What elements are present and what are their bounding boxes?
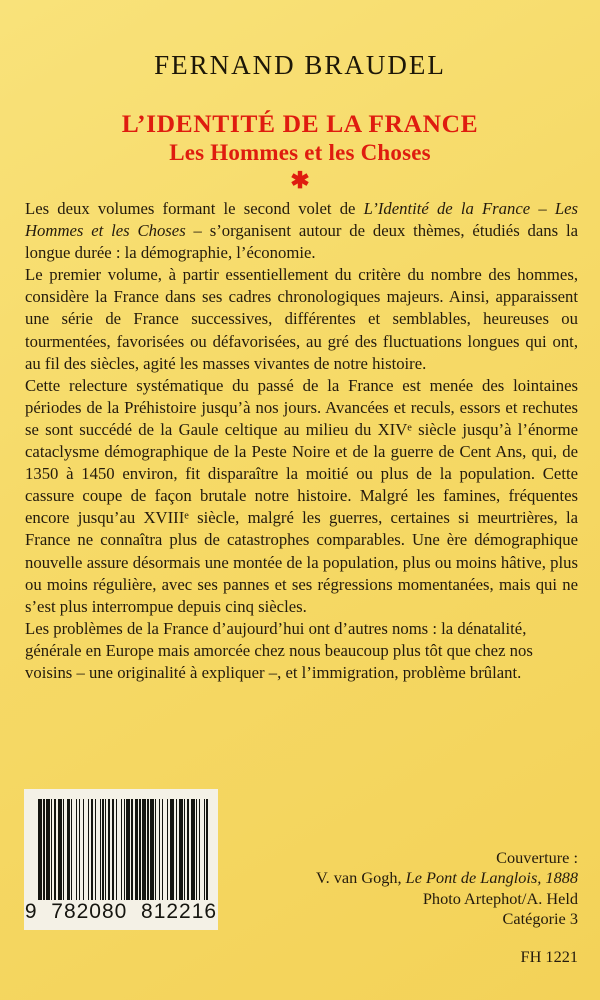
credits-line-1: Couverture : bbox=[496, 848, 578, 867]
credits-artwork-title: Le Pont de Langlois, 1888 bbox=[405, 868, 578, 888]
author-name: FERNAND BRAUDEL bbox=[154, 50, 446, 80]
barcode-bar bbox=[206, 799, 207, 900]
blurb-p1-part2: – bbox=[530, 199, 555, 218]
blurb-p3-part1: Cette relecture systématique du passé de la France est menée des lointaines périodes de la Préhistoire jusqu’à nos jours. Avancées et reculs, essors et rechutes se sont succédé de la Gaule celtique au milieu du XIV bbox=[25, 375, 578, 439]
blurb-paragraph-4: Les problèmes de la France d’aujourd’hui ont d’autres noms : la dénatalité, générale en Europe mais amorcée chez nous beaucoup plus tôt que chez nos voisins – une originalité à expliquer –, et l’immigration, problème brûlant. bbox=[25, 618, 533, 682]
blurb-paragraph-3 bbox=[25, 375, 578, 618]
barcode-digits: 9 782080 812216 bbox=[24, 900, 218, 923]
credits-artist: V. van Gogh, bbox=[315, 868, 406, 888]
credits-line-4: Catégorie 3 bbox=[502, 909, 578, 929]
blurb-text bbox=[25, 198, 578, 684]
credits-line-3: Photo Artephot/A. Held bbox=[422, 888, 578, 908]
barcode bbox=[24, 789, 218, 930]
blurb-p1-part1: Les deux volumes formant le second volet de bbox=[25, 199, 364, 218]
blurb-p3-sup1: e bbox=[407, 422, 412, 434]
blurb-p3-part3: siècle, malgré les guerres, certaines si meurtrières, la France ne connaîtra plus de catastrophes comparables. Une ère démographique nouvelle assure désormais une montée de la population, plus ou moins hâtive, plus ou moins régulière, avec ses pannes et ses régressions momentanées, mais qui ne s’est plus interrompue depuis cinq siècles. bbox=[25, 508, 578, 616]
cover-credits bbox=[316, 848, 578, 930]
asterisk-separator-icon: ✱ bbox=[290, 168, 310, 193]
blurb-p3-part2: siècle jusqu’à l’énorme cataclysme démographique de la Peste Noire et de la guerre de Cent Ans, qui, de 1350 à 1450 environ, fit disparaître la moitié ou plus de la population. Cette cassure coupe de façon brutale notre histoire. Malgré les famines, fréquentes encore jusqu’au XVIII bbox=[25, 419, 578, 528]
blurb-paragraph-1 bbox=[25, 198, 578, 264]
blurb-paragraph-2: Le premier volume, à partir essentiellement du critère du nombre des hommes, considère la France dans ses cadres chronologiques majeurs. Ainsi, apparaissent une série de France successives, différentes et semblables, heureuses ou tourmentées, favorisées ou défavorisées, au gré des fluctuations longues qui ont, au fil des siècles, agité les masses vivantes de notre histoire. bbox=[25, 265, 578, 373]
catalog-reference: FH 1221 bbox=[520, 947, 578, 966]
book-subtitle: Les Hommes et les Choses bbox=[169, 140, 431, 165]
blurb-p3-sup2: e bbox=[184, 510, 189, 522]
credits-line-2 bbox=[316, 868, 578, 888]
blurb-p1-italic1: L’Identité de la France bbox=[363, 199, 531, 218]
blurb-p1-part3: – s’organisent autour de deux thèmes, étudiés dans la longue durée : la démographie, l’économie. bbox=[25, 221, 578, 263]
book-title: L’IDENTITÉ DE LA FRANCE bbox=[121, 109, 479, 138]
blurb-p1-italic2: Les Hommes et les Choses bbox=[25, 199, 579, 241]
barcode-bars bbox=[38, 799, 208, 900]
